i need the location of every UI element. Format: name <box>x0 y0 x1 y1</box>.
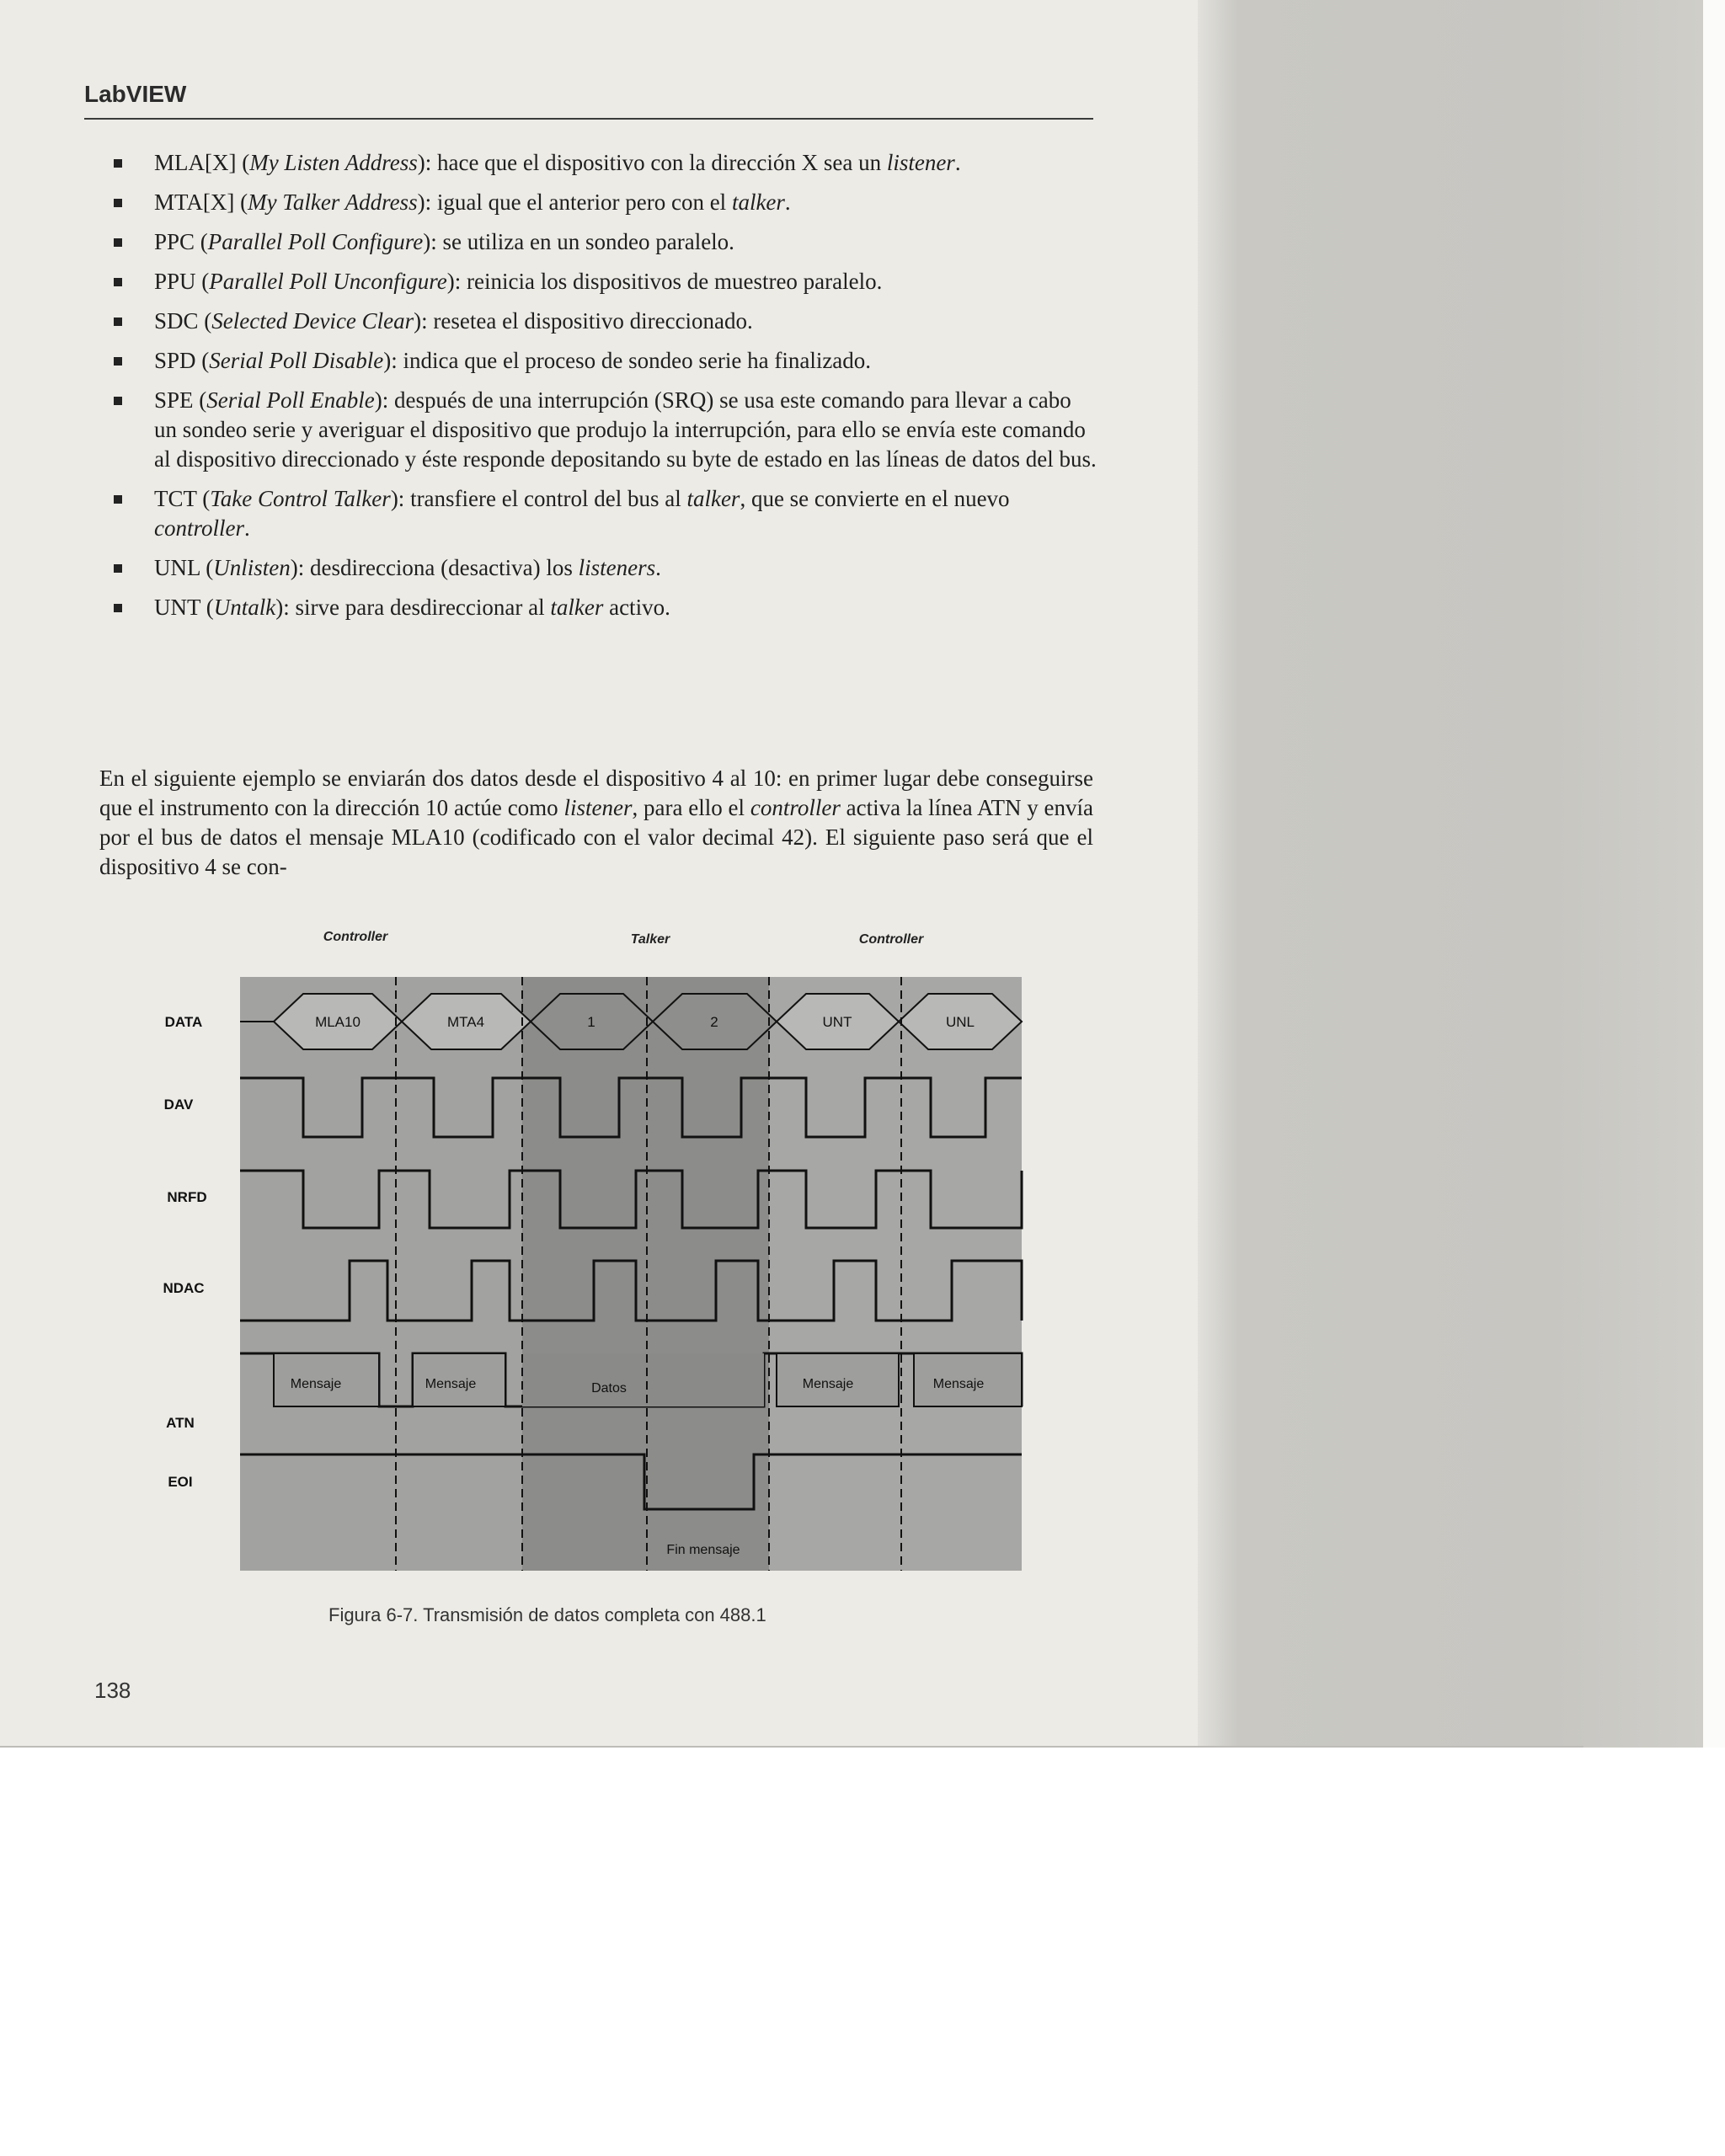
phase-label: Mensaje <box>802 1377 854 1391</box>
data-word: UNT <box>822 1014 852 1030</box>
body-paragraph: En el siguiente ejemplo se enviarán dos datos desde el dispositivo 4 al 10: en primer lugar debe conseguirse que el instrumento con la dirección 10 actúe como listener, para ello el controller activa la línea ATN y envía por el bus de datos el mensaje MLA10 (codificado con el valor decimal 42). El siguiente paso será que el dispositivo 4 se con- <box>99 766 1094 879</box>
header-rule <box>84 118 1093 120</box>
scan-background <box>0 1748 1725 2156</box>
gpib-timing-diagram <box>135 922 1070 1596</box>
running-header: LabVIEW <box>84 81 187 107</box>
data-word: MLA10 <box>315 1014 360 1030</box>
data-word: 1 <box>587 1014 595 1030</box>
list-item: TCT (Take Control Talker): transfiere el control del bus al talker, que se convierte en el nuevo controller. <box>114 484 1099 543</box>
phase-label: Mensaje <box>932 1377 985 1391</box>
zone-controller-1 <box>240 977 522 1596</box>
signal-label: EOI <box>168 1474 193 1490</box>
list-item: UNT (Untalk): sirve para desdireccionar al talker activo. <box>114 593 1099 622</box>
list-item: PPC (Parallel Poll Configure): se utiliza en un sondeo paralelo. <box>114 227 1099 257</box>
role-label: Controller <box>323 930 388 944</box>
page-edge <box>0 1746 1583 1748</box>
signal-label: ATN <box>166 1415 195 1431</box>
list-item: MLA[X] (My Listen Address): hace que el dispositivo con la dirección X sea un listener. <box>114 148 1099 178</box>
list-item: MTA[X] (My Talker Address): igual que el anterior pero con el talker. <box>114 188 1099 217</box>
command-list <box>114 148 1099 632</box>
phase-label: Mensaje <box>290 1377 342 1391</box>
page-gutter-shadow <box>1198 0 1703 1748</box>
zone-bottom <box>135 1571 1070 1596</box>
signal-label: NRFD <box>167 1189 207 1205</box>
zone-white <box>135 947 240 1596</box>
zone-controller-2 <box>769 977 1022 1596</box>
eoi-label: Fin mensaje <box>666 1543 740 1557</box>
role-label: Talker <box>630 932 670 947</box>
list-item: SPD (Serial Poll Disable): indica que el proceso de sondeo serie ha finalizado. <box>114 346 1099 376</box>
phase-label: Mensaje <box>425 1377 477 1391</box>
phase-box <box>522 1353 764 1406</box>
signal-label: DATA <box>164 1014 203 1030</box>
data-word: MTA4 <box>446 1014 485 1030</box>
list-item: SPE (Serial Poll Enable): después de una interrupción (SRQ) se usa este comando para llevar a cabo un sondeo serie y averiguar el dispositivo que produjo la interrupción, para ello se envía este comando al dispositivo direccionado y éste responde depositando su byte de estado en las líneas de datos del bus. <box>114 386 1099 474</box>
list-item: UNL (Unlisten): desdirecciona (desactiva) los listeners. <box>114 553 1099 583</box>
figure-caption: Figura 6-7. Transmisión de datos completa con 488.1 <box>328 1604 766 1625</box>
data-word: UNL <box>945 1014 975 1030</box>
page-number: 138 <box>94 1678 131 1703</box>
list-item: SDC (Selected Device Clear): resetea el dispositivo direccionado. <box>114 307 1099 336</box>
data-word: 2 <box>710 1014 718 1030</box>
list-item: PPU (Parallel Poll Unconfigure): reinicia los dispositivos de muestreo paralelo. <box>114 267 1099 296</box>
signal-label: NDAC <box>163 1280 205 1296</box>
phase-label: Datos <box>591 1381 627 1396</box>
signal-label: DAV <box>163 1097 194 1113</box>
role-label: Controller <box>858 932 924 947</box>
